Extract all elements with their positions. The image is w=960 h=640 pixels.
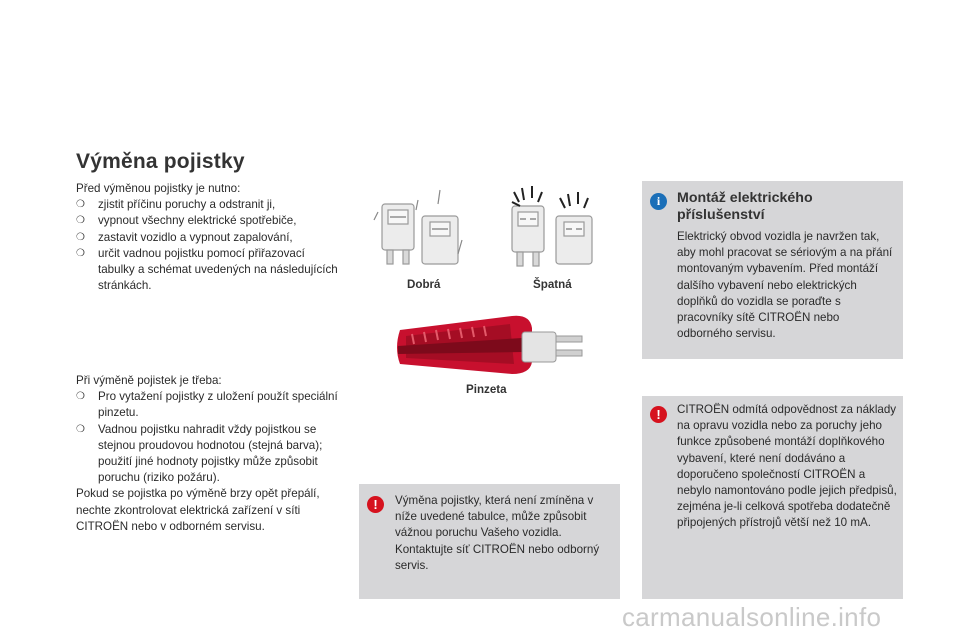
list-item: ❍ určit vadnou pojistku pomocí přiřazovací tabulky a schémat uvedených na následujících stránkách.: [76, 246, 344, 295]
intro-lead: Před výměnou pojistky je nutno:: [76, 182, 241, 195]
list-item: ❍ zjistit příčinu poruchy a odstranit ji,: [76, 197, 344, 213]
warning-center-text: Výměna pojistky, která není zmíněna v níže uvedené tabulce, může způsobit vážnou poruchu Vašeho vozidla. Kontaktujte síť CITROËN nebo odborný servis.: [395, 494, 600, 572]
warning-icon: !: [650, 406, 667, 423]
fuse-illustration: [372, 180, 612, 280]
checkbox-bullet-icon: ❍: [76, 423, 85, 435]
checkbox-bullet-icon: ❍: [76, 231, 85, 243]
checkbox-bullet-icon: ❍: [76, 215, 85, 227]
replace-lead: Při výměně pojistek je třeba:: [76, 374, 222, 387]
checkbox-bullet-icon: ❍: [76, 247, 85, 259]
tweezer-caption: Pinzeta: [466, 383, 507, 396]
warning-right-text: CITROËN odmítá odpovědnost za náklady na opravu vozidla nebo za poruchy jeho funkce způsobené montáží doplňkového vybavení, které není dodáváno a doporučeno společností CITROËN a nebylo namontováno podle jejich předpisů, zejména je-li celková spotřeba dodatečně připojených přístrojů větší než 10 mA.: [677, 403, 897, 530]
checkbox-bullet-icon: ❍: [76, 199, 85, 211]
bad-fuse-caption: Špatná: [533, 278, 572, 291]
list-item: ❍ vypnout všechny elektrické spotřebiče,: [76, 213, 344, 229]
replace-section: [76, 373, 344, 535]
checkbox-bullet-icon: ❍: [76, 391, 85, 403]
page-title: Výměna pojistky: [76, 150, 245, 173]
tweezer-image: [392, 308, 600, 386]
good-fuse-image: [374, 190, 462, 264]
info-box-title: Montáž elektrického příslušenství: [677, 190, 813, 223]
warning-icon: !: [367, 496, 384, 513]
good-fuse-caption: Dobrá: [407, 278, 441, 291]
info-icon: i: [650, 193, 667, 210]
list-item: ❍ zastavit vozidlo a vypnout zapalování,: [76, 230, 344, 246]
watermark: carmanualsonline.info: [622, 602, 882, 632]
list-item: ❍ Pro vytažení pojistky z uložení použít speciální pinzetu.: [76, 389, 344, 421]
info-box-body: Elektrický obvod vozidla je navržen tak, aby mohl pracovat se sériovým a na přání montovaným vybavením. Před montáží dalšího vybavení nebo elektrických doplňků do vozidla se poraďte s pracovníky sítě CITROËN nebo odborného servisu.: [677, 230, 893, 341]
replace-closing: Pokud se pojistka po výměně brzy opět přepálí, nechte zkontrolovat elektrická zařízení v síti CITROËN nebo v odborném servisu.: [76, 487, 320, 533]
intro-section: [76, 181, 344, 294]
blown-fuse-image: [512, 186, 592, 266]
list-item: ❍ Vadnou pojistku nahradit vždy pojistkou se stejnou proudovou hodnotou (stejná barva); použití jiné hodnoty pojistky může způsobit poruchu (riziko požáru).: [76, 422, 344, 487]
